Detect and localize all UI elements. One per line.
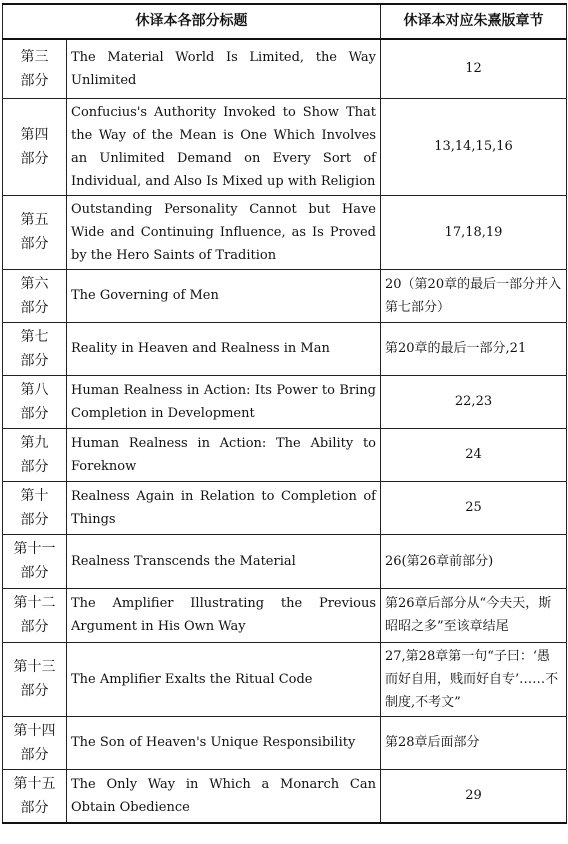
part-title: The Governing of Men [67, 269, 381, 322]
zhu-xi-chapters: 17,18,19 [381, 195, 567, 269]
table-row [3, 642, 567, 716]
part-number-line: 部分 [20, 683, 49, 699]
part-number [3, 322, 67, 375]
part-title: The Amplifier Illustrating the Previous Argument in His Own Way [67, 588, 381, 642]
part-title: Confucius's Authority Invoked to Show That the Way of the Mean is One Which Involves an Unlimited Demand on Every Sort of Individual, and Also Is Mixed up with Religion [67, 98, 381, 195]
part-number-line: 部分 [20, 458, 49, 475]
zhu-xi-chapters: 第26章后部分从“今夫天，斯昭昭之多”至该章结尾 [381, 588, 567, 642]
part-number-line: 第十二 [13, 595, 56, 611]
part-number-line: 部分 [20, 72, 49, 89]
zhu-xi-chapters: 29 [381, 769, 567, 823]
part-number [3, 642, 67, 716]
zhu-xi-chapters: 第20章的最后一部分,21 [381, 322, 567, 375]
part-title: Human Realness in Action: Its Power to Bring Completion in Development [67, 375, 381, 428]
zhu-xi-chapters: 12 [381, 39, 567, 98]
part-title: Reality in Heaven and Realness in Man [67, 322, 381, 375]
header-title-column: 休译本各部分标题 [3, 4, 381, 39]
part-number [3, 375, 67, 428]
part-number-line: 第八 [20, 381, 49, 398]
header-row [3, 4, 567, 39]
part-number-line: 第六 [20, 275, 49, 292]
part-number-line: 部分 [20, 619, 49, 635]
zhu-xi-chapters: 25 [381, 481, 567, 534]
part-title: Realness Again in Relation to Completion of Things [67, 481, 381, 534]
part-number [3, 98, 67, 195]
part-number [3, 716, 67, 769]
part-number-line: 第十一 [13, 541, 56, 557]
table-row [3, 534, 567, 588]
chapter-mapping-table [2, 3, 567, 824]
table-row [3, 716, 567, 769]
table-row [3, 428, 567, 481]
part-number-line: 第十三 [13, 659, 56, 675]
part-number-line: 部分 [20, 746, 49, 763]
part-title: Outstanding Personality Cannot but Have Wide and Continuing Influence, as Is Proved by the Hero Saints of Tradition [67, 195, 381, 269]
table-row [3, 769, 567, 823]
part-number-line: 部分 [20, 236, 49, 252]
part-number [3, 534, 67, 588]
table-row [3, 39, 567, 98]
table-row [3, 588, 567, 642]
part-number-line: 部分 [20, 150, 49, 167]
part-number-line: 第九 [20, 434, 49, 451]
part-number-line: 第十五 [13, 775, 56, 792]
header-chapter-column: 休译本对应朱熹版章节 [381, 4, 567, 39]
part-title: The Amplifier Exalts the Ritual Code [67, 642, 381, 716]
zhu-xi-chapters: 20（第20章的最后一部分并入第七部分） [381, 269, 567, 322]
part-number [3, 481, 67, 534]
part-title: The Only Way in Which a Monarch Can Obtain Obedience [67, 769, 381, 823]
table-row [3, 322, 567, 375]
part-number [3, 195, 67, 269]
zhu-xi-chapters: 24 [381, 428, 567, 481]
part-number-line: 第四 [20, 126, 49, 143]
part-title: Realness Transcends the Material [67, 534, 381, 588]
part-number-line: 部分 [20, 799, 49, 816]
table-row [3, 481, 567, 534]
table-header [3, 4, 567, 39]
zhu-xi-chapters: 13,14,15,16 [381, 98, 567, 195]
part-number [3, 428, 67, 481]
part-number [3, 769, 67, 823]
table-row [3, 195, 567, 269]
part-number-line: 第十四 [13, 722, 56, 739]
part-number-line: 第五 [20, 212, 49, 228]
part-number-line: 部分 [20, 405, 49, 422]
part-number-line: 部分 [20, 511, 49, 528]
zhu-xi-chapters: 22,23 [381, 375, 567, 428]
zhu-xi-chapters: 第28章后面部分 [381, 716, 567, 769]
part-title: The Material World Is Limited, the Way Unlimited [67, 39, 381, 98]
table-row [3, 98, 567, 195]
zhu-xi-chapters: 26(第26章前部分) [381, 534, 567, 588]
part-number-line: 部分 [20, 565, 49, 581]
part-number [3, 269, 67, 322]
table-row [3, 269, 567, 322]
zhu-xi-chapters: 27,第28章第一句“子曰：‘愚而好自用，贱而好自专’……不制度,不考文” [381, 642, 567, 716]
part-number-line: 部分 [20, 299, 49, 316]
part-number-line: 部分 [20, 352, 49, 369]
part-number-line: 第十 [20, 487, 49, 504]
part-number-line: 第七 [20, 328, 49, 345]
part-number-line: 第三 [20, 48, 49, 65]
part-number [3, 39, 67, 98]
table-row [3, 375, 567, 428]
table-body [3, 39, 567, 823]
part-title: Human Realness in Action: The Ability to Foreknow [67, 428, 381, 481]
part-title: The Son of Heaven's Unique Responsibility [67, 716, 381, 769]
part-number [3, 588, 67, 642]
